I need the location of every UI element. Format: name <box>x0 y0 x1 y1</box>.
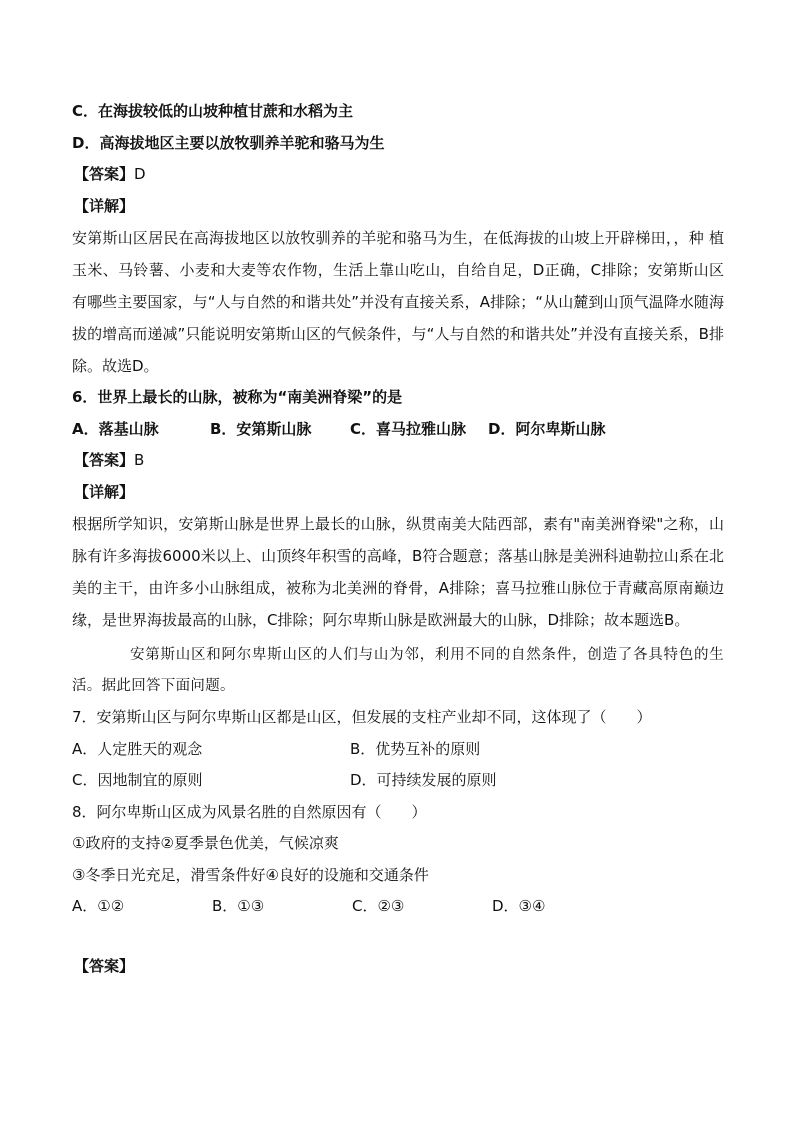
q6-answer <box>72 445 724 477</box>
answer-value: B <box>134 451 145 469</box>
q5-option-c: C．在海拔较低的山坡种植甘蔗和水稻为主 <box>72 102 354 120</box>
q5-detail-text: 安第斯山区居民在高海拔地区以放牧驯养的羊驼和骆马为生，在低海拔的山坡上开辟梯田，，种 植玉米、马铃薯、小麦和大麦等农作物，生活上靠山吃山，自给自足，D正确，C排除；安第斯山区有哪些主要国家，与“人与自然的和谐共处”并没有直接关系，A排除；“从山麓到山顶气温降水随海拔的增高而递减”只能说明安第斯山区的气候条件，与“人与自然的和谐共处”并没有直接关系，B排除。故选D。 <box>72 229 724 375</box>
q8-statement-line-2: ③冬季日光充足，滑雪条件好④良好的设施和交通条件 <box>72 865 429 884</box>
reading-passage: 安第斯山区和阿尔卑斯山区的人们与山为邻，利用不同的自然条件，创造了各具特色的生活。据此回答下面问题。 <box>72 647 724 694</box>
answer-label: 【答案】 <box>74 451 135 469</box>
q6-option-c: C．喜马拉雅山脉 <box>350 419 467 438</box>
q8-options <box>72 891 724 923</box>
q7-option-c: C．因地制宜的原则 <box>72 771 203 789</box>
q6-detail-heading <box>72 477 724 509</box>
q7-stem: 7．安第斯山区与阿尔卑斯山区都是山区，但发展的支柱产业却不同，这体现了（ ） <box>72 708 652 726</box>
q7-option-d: D．可持续发展的原则 <box>350 771 497 789</box>
q8-option-d: D．③④ <box>492 897 546 915</box>
q8-answer <box>72 951 724 983</box>
q7-options-row-2 <box>72 765 724 797</box>
detail-label: 【详解】 <box>74 196 135 215</box>
answer-label: 【答案】 <box>74 956 135 975</box>
q7-option-a: A．人定胜天的观念 <box>72 739 203 758</box>
q6-options <box>72 414 724 446</box>
q7-options-row-1 <box>72 734 724 766</box>
q6-detail-text: 根据所学知识，安第斯山脉是世界上最长的山脉，纵贯南美大陆西部，素有"南美洲脊梁"之称，山脉有许多海拔6000米以上、山顶终年积雪的高峰，B符合题意；落基山脉是美洲科迪勒拉山系在北美的主干，由许多小山脉组成，被称为北美洲的脊骨，A排除；喜马拉雅山脉位于青藏高原南巅边缘，是世界海拔最高的山脉，C排除；阿尔卑斯山脉是欧洲最大的山脉，D排除；故本题选B。 <box>72 515 724 629</box>
q5-answer <box>72 159 724 191</box>
detail-label: 【详解】 <box>74 482 135 501</box>
answer-value: D <box>134 165 146 183</box>
answer-label: 【答案】 <box>74 165 135 183</box>
q6-option-d: D．阿尔卑斯山脉 <box>488 419 606 438</box>
q8-stem: 8．阿尔卑斯山区成为风景名胜的自然原因有（ ） <box>72 802 427 821</box>
q5-option-d: D．高海拔地区主要以放牧驯养羊驼和骆马为生 <box>72 133 385 152</box>
q7-option-b: B．优势互补的原则 <box>350 739 481 758</box>
document-page <box>72 96 724 982</box>
q6-option-b: B．安第斯山脉 <box>210 419 312 438</box>
q6-stem: 6．世界上最长的山脉，被称为“南美洲脊梁”的是 <box>72 388 403 406</box>
q8-option-b: B．①③ <box>212 897 265 915</box>
q8-option-a: A．①② <box>72 897 125 915</box>
q8-option-c: C．②③ <box>352 897 405 915</box>
q8-statement-line-1: ①政府的支持②夏季景色优美，气候凉爽 <box>72 834 339 852</box>
q5-detail-heading <box>72 191 724 223</box>
q6-option-a: A．落基山脉 <box>72 419 159 438</box>
